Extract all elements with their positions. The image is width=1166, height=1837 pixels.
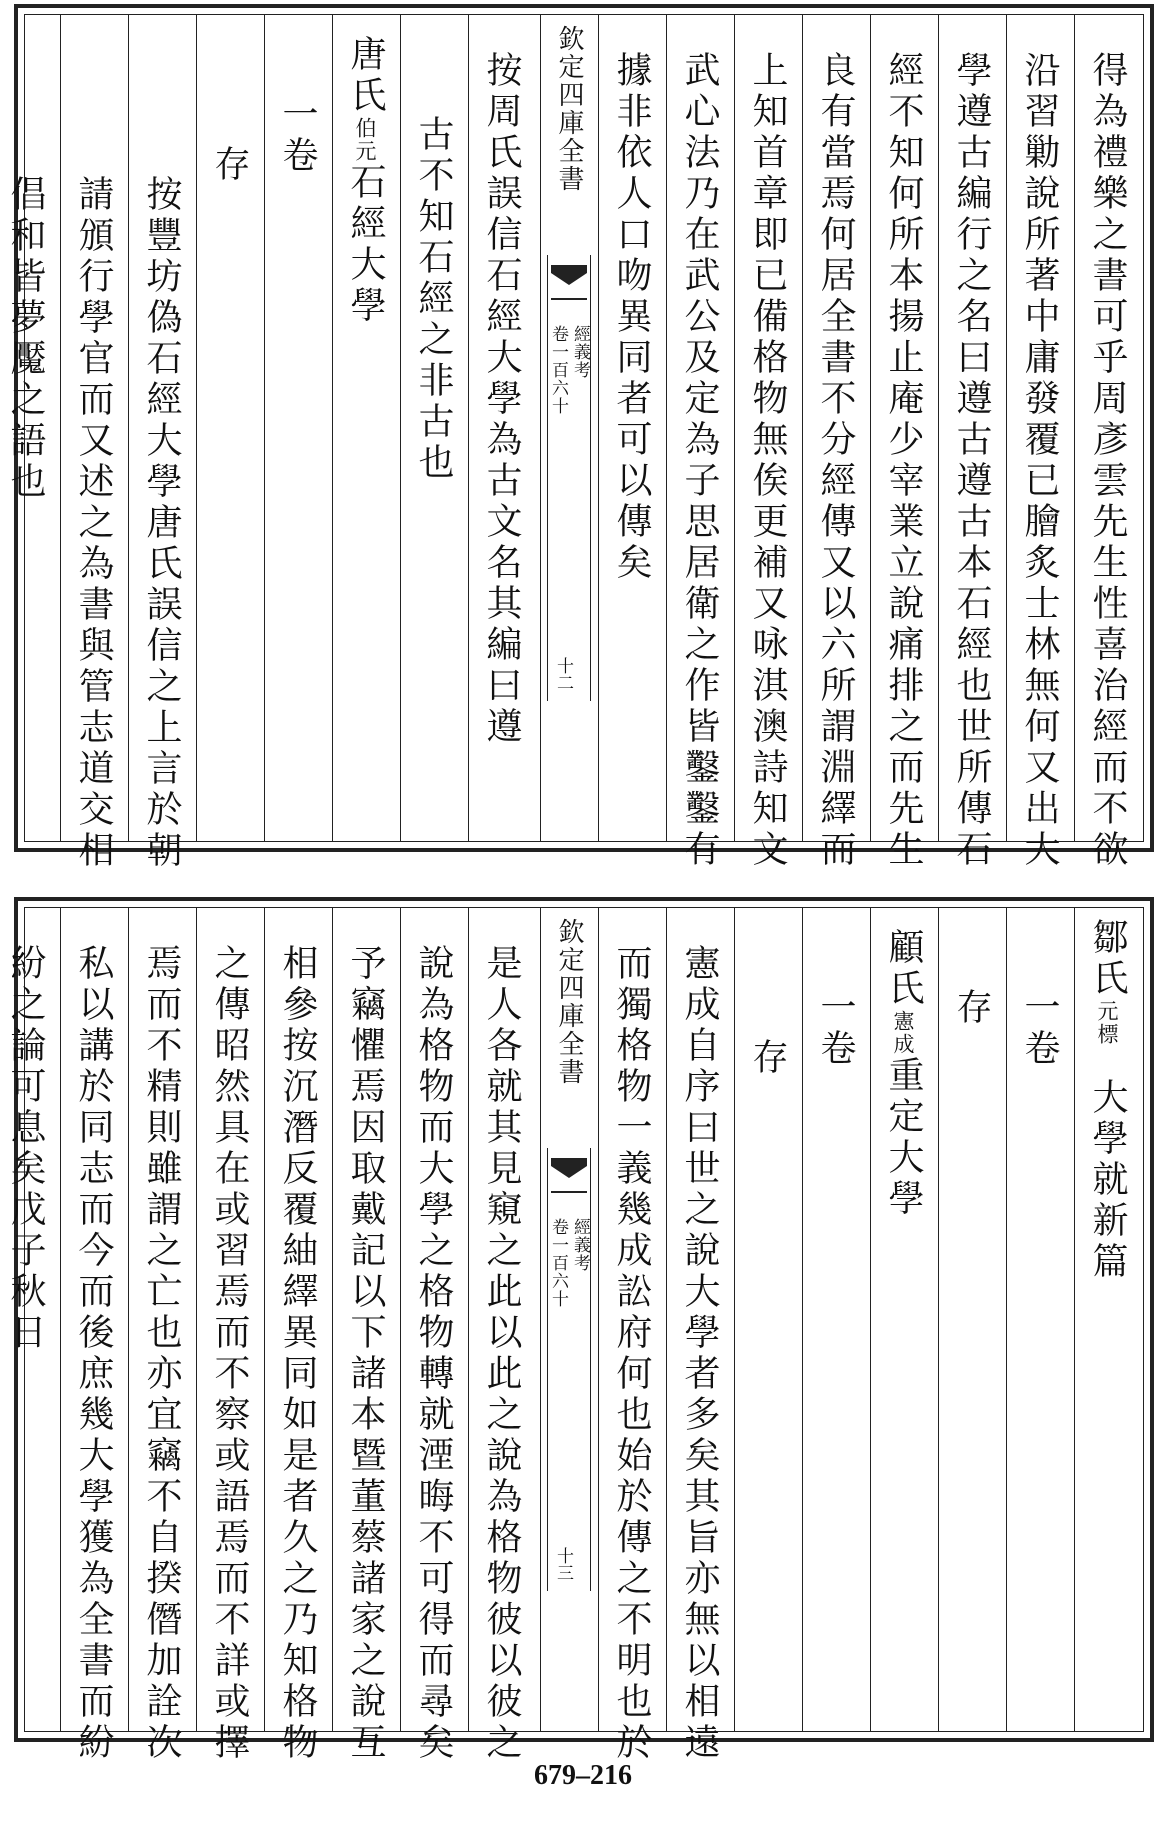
book-title: 欽定四庫全書 [554,25,584,193]
column-rule [400,908,401,1731]
center-margin [541,908,597,1731]
column-rule [332,15,333,841]
text-column: 之傳昭然具在或習焉而不察或語焉而不詳或擇 [209,944,250,1764]
text-column: 按豐坊偽石經大學唐氏誤信之上言於朝 [141,175,182,872]
text-column: 得為禮樂之書可乎周彥雲先生性喜治經而不欲 [1087,51,1128,871]
bottom-page [5,897,1154,1764]
text-column: 說為格物而大學之格物轉就湮晦不可得而尋矣 [413,944,454,1764]
top-page [5,4,1154,872]
text-column: 按周氏誤信石經大學為古文名其編曰遵 [481,51,522,748]
text-column: 請頒行學官而又述之為書與管志道交相 [73,175,114,872]
entry-volume: 一卷 [1019,988,1060,1070]
column-rule [196,15,197,841]
text-column: 沿習勦說所著中庸發覆已膾炙士林無何又出大 [1019,51,1060,871]
column-rule [332,908,333,1731]
text-column: 良有當焉何居全書不分經傳又以六所謂淵繹而 [815,51,856,871]
column-rule [264,15,265,841]
column-rule [468,908,469,1731]
column-rule [598,15,599,841]
column-rule [938,908,939,1731]
column-rule [666,908,667,1731]
column-rule [1006,15,1007,841]
column-rule [870,908,871,1731]
column-rule [128,908,129,1731]
text-column: 上知首章即已備格物無俟更補又咏淇澳詩知文 [747,51,788,871]
section-label: 經義考 卷一百六十 [548,325,590,415]
section-label: 經義考 卷一百六十 [548,1218,590,1308]
entry-volume: 一卷 [815,988,856,1070]
text-column: 經不知何所本揚止庵少宰業立說痛排之而先生 [883,51,924,871]
text-column: 紛之論可息矣戊子秋日 [5,944,46,1354]
text-column: 憲成自序曰世之說大學者多矣其旨亦無以相遠 [679,944,720,1764]
entry-status: 存 [209,145,250,186]
text-column: 是人各就其見窺之此以此之說為格物彼以彼之 [481,944,522,1764]
top-page-frame [5,14,1144,872]
column-rule [598,908,599,1731]
column-rule [802,908,803,1731]
column-rule [540,908,541,1731]
text-column: 古不知石經之非古也 [413,115,454,484]
bottom-page-frame [5,907,1144,1764]
column-rule [400,15,401,841]
text-column: 焉而不精則雖謂之亡也亦宜竊不自揆僭加詮次 [141,944,182,1764]
column-rule [468,15,469,841]
column-rule [1074,15,1075,841]
column-rule [60,15,61,841]
text-column: 武心法乃在武公及定為子思居衛之作皆鑿鑿有 [679,51,720,871]
column-rule [540,15,541,841]
center-box [547,255,591,701]
column-rule [264,908,265,1731]
column-rule [666,15,667,841]
center-box [547,1148,591,1591]
entry-heading: 唐氏伯元石經大學 [345,35,386,327]
center-margin [541,15,597,841]
column-rule [734,908,735,1731]
column-rule [870,15,871,841]
entry-volume: 一卷 [277,95,318,177]
page-number: 十二 [553,657,573,691]
text-column: 而獨格物一義幾成訟府何也始於傳之不明也於 [611,944,652,1764]
text-column: 予竊懼焉因取戴記以下諸本暨董蔡諸家之說互 [345,944,386,1764]
text-column: 據非依人口吻異同者可以傳矣 [611,51,652,584]
column-rule [734,15,735,841]
entry-heading: 鄒氏元標 [1087,918,1128,1046]
footer-page-number: 679–216 [534,1760,632,1791]
column-rule [1074,908,1075,1731]
book-title: 欽定四庫全書 [554,918,584,1086]
column-rule [60,908,61,1731]
entry-title: 大學就新篇 [1087,1078,1128,1283]
entry-heading: 顧氏憲成重定大學 [883,928,924,1220]
column-rule [128,15,129,841]
text-column: 相參按沉潛反覆紬繹異同如是者久之乃知格物 [277,944,318,1764]
text-column: 學遵古編行之名曰遵古遵古本石經也世所傳石 [951,51,992,871]
column-rule [196,908,197,1731]
column-rule [802,15,803,841]
column-rule [1006,908,1007,1731]
text-column: 私以講於同志而今而後庶幾大學獲為全書而紛 [73,944,114,1764]
column-rule [938,15,939,841]
page-number: 十三 [553,1547,573,1581]
entry-status: 存 [747,1038,788,1079]
entry-status: 存 [951,988,992,1029]
text-column: 倡和皆夢魘之語也 [5,175,46,503]
